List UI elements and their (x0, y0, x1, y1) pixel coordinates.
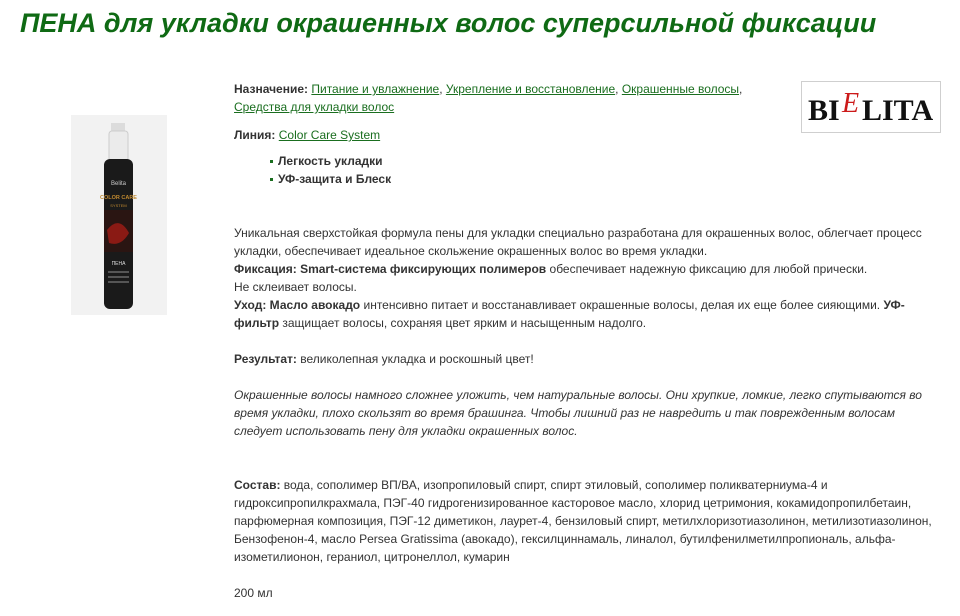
composition-text: вода, сополимер ВП/ВА, изопропиловый спирт, спирт этиловый, сополимер поликватерниума-4 и гидроксипропилкрахмала, ПЭГ-40 гидрогенизированное касторовое масло, хлорид цетримония, кокамидопропилбетаин, парфюмерная композиция, ПЭГ-12 диметикон, лаурет-4, бензиловый спирт, метилхлоризотиазолинон, метилизотиазолинон, Бензофенон-4, масло Persea Gratissima (авокадо), гексилциннамаль, линалол, бутилфенилметилпропиональ, альфа-изометилионон, гераниол, цитронеллол, кумарин (234, 478, 932, 564)
result-text: великолепная укладка и роскошный цвет! (300, 352, 534, 366)
purpose-link-strengthening[interactable]: Укрепление и восстановление (445, 82, 616, 96)
uv-text: защищает волосы, сохраняя цвет ярким и насыщенным надолго. (282, 316, 647, 330)
feature-item: УФ-защита и Блеск (270, 170, 934, 188)
bottle-sub-text: SYSTEM (110, 203, 127, 208)
product-image (71, 115, 167, 315)
composition-label: Состав: (234, 478, 281, 492)
bottle-type-text: ПЕНА (111, 261, 126, 267)
line-link[interactable]: Color Care System (278, 128, 381, 142)
purpose-label: Назначение: (234, 82, 309, 96)
purpose-link-colored-hair[interactable]: Окрашенные волосы (621, 82, 740, 96)
fixation-row (234, 260, 934, 278)
volume-text: 200 мл (234, 586, 273, 600)
spray-bottle-image (71, 115, 167, 315)
care-text: интенсивно питает и восстанавливает окрашенные волосы, делая их еще более сияющими. (363, 298, 881, 312)
product-description (234, 80, 934, 602)
line-row (234, 126, 934, 144)
description-intro: Уникальная сверхстойкая формула пены для укладки специально разработана для окрашенных волос, облегчает процесс укладки, обеспечивает идеальное скольжение окрашенных волос во время укладки. (234, 226, 922, 258)
result-label: Результат: (234, 352, 297, 366)
page-title: ПЕНА для укладки окрашенных волос суперсильной фиксации (20, 8, 877, 38)
logo-mark: E (842, 88, 860, 119)
no-glue-text: Не склеивает волосы. (234, 280, 357, 294)
fixation-highlight: Smart-система фиксирующих полимеров (300, 262, 547, 276)
care-label: Уход: (234, 298, 267, 312)
feature-item: Легкость укладки (270, 152, 934, 170)
note-text: Окрашенные волосы намного сложнее уложить, чем натуральные волосы. Они хрупкие, ломкие, легко спутываются во время укладки, плохо скользят во время брашинга. Чтобы лишний раз не навредить и так поврежденным волосам следует использовать пену для укладки окрашенных волос. (234, 388, 922, 438)
fixation-label: Фиксация: (234, 262, 297, 276)
fixation-text: обеспечивает надежную фиксацию для любой прически. (549, 262, 868, 276)
bottle-brand-text: Belita (110, 181, 127, 187)
result-row (234, 350, 934, 368)
purpose-link-nutrition[interactable]: Питание и увлажнение (311, 82, 440, 96)
uv-highlight: УФ-фильтр (234, 298, 905, 330)
logo-text-left: BI (808, 94, 840, 127)
feature-list (234, 152, 934, 188)
composition-row (234, 476, 934, 566)
purpose-row: Назначение: Питание и увлажнение, Укрепление и восстановление, Окрашенные волосы, Средства для укладки волос (234, 82, 743, 114)
bottle-line-text: COLOR CARE (100, 195, 137, 201)
logo-text-right: LITA (862, 94, 934, 127)
care-row (234, 296, 934, 332)
care-highlight: Масло авокадо (269, 298, 361, 312)
line-label: Линия: (234, 128, 276, 142)
purpose-link-styling[interactable]: Средства для укладки волос (234, 100, 395, 114)
